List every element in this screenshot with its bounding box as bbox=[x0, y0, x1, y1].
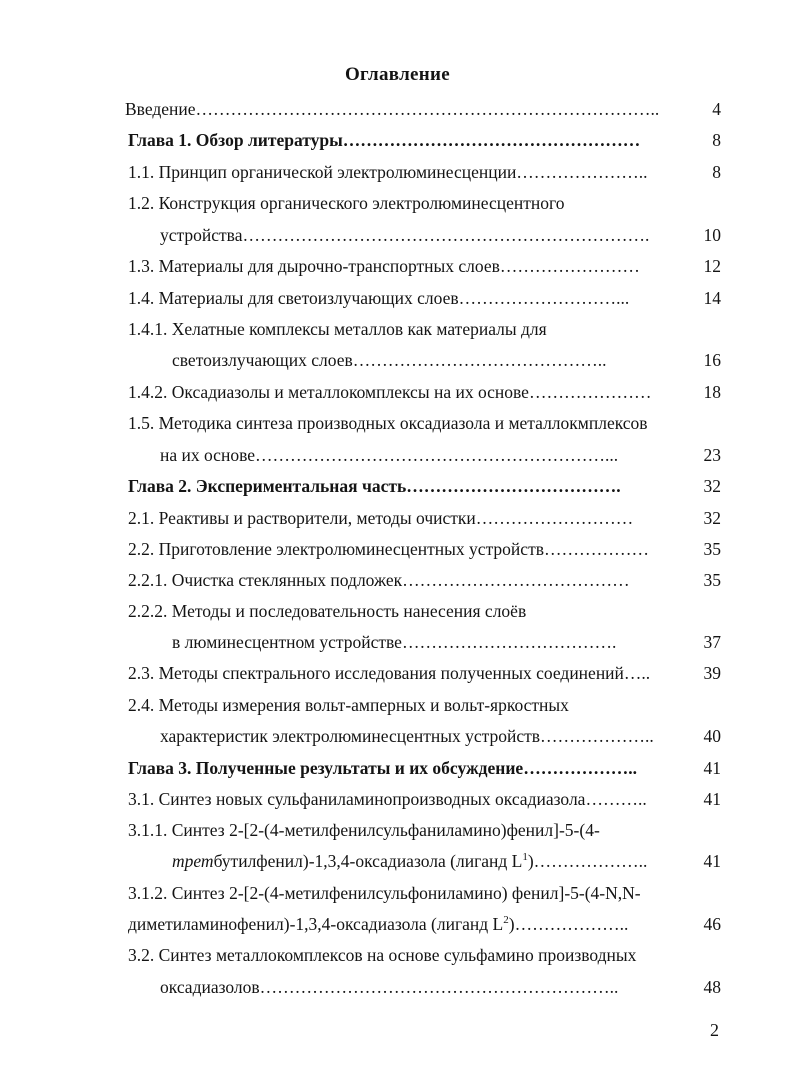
toc-entry-text: 2.2.1. Очистка стеклянных подложек………………………………… bbox=[128, 570, 630, 590]
toc-entry-text: 1.4. Материалы для светоизлучающих слоев………………………... bbox=[128, 288, 630, 308]
toc-entry-page: 16 bbox=[703, 350, 721, 370]
toc-entry-page: 8 bbox=[712, 130, 721, 150]
toc-entry-text-tail: )……………….. bbox=[527, 851, 648, 871]
toc-entry[interactable] bbox=[0, 661, 795, 685]
toc-entry-page: 39 bbox=[703, 663, 721, 683]
toc-entry[interactable] bbox=[0, 506, 795, 530]
toc-entry[interactable] bbox=[0, 943, 795, 967]
toc-entry[interactable] bbox=[0, 787, 795, 811]
toc-entry[interactable] bbox=[0, 693, 795, 717]
toc-entry-text: Глава 3. Полученные результаты и их обсуждение……………….. bbox=[128, 758, 637, 778]
toc-entry[interactable] bbox=[0, 254, 795, 278]
toc-entry[interactable] bbox=[0, 97, 795, 121]
toc-entry-text bbox=[128, 912, 695, 936]
toc-entry[interactable] bbox=[0, 849, 795, 873]
ligand-superscript: 1 bbox=[522, 851, 528, 864]
toc-entry-text: 3.1. Синтез новых сульфаниламинопроизводных оксадиазола……….. bbox=[128, 789, 647, 809]
toc-entry-page: 8 bbox=[712, 162, 721, 182]
toc-entry-text: Глава 1. Обзор литературы…………………………………………… bbox=[128, 130, 641, 150]
toc-entry-text: 2.2. Приготовление электролюминесцентных устройств……………… bbox=[128, 539, 649, 559]
toc-entry[interactable] bbox=[0, 286, 795, 310]
toc-entry[interactable] bbox=[0, 474, 795, 498]
toc-entry-text: в люминесцентном устройстве………………………………. bbox=[172, 632, 617, 652]
toc-entry-text bbox=[172, 849, 695, 873]
ligand-superscript: 2 bbox=[503, 914, 509, 927]
toc-entry-text: 1.3. Материалы для дырочно-транспортных слоев…………………… bbox=[128, 256, 640, 276]
toc-entry-page: 32 bbox=[703, 508, 721, 528]
toc-entry-text: 1.2. Конструкция органического электролюминесцентного bbox=[128, 193, 565, 213]
toc-entry[interactable] bbox=[0, 599, 795, 623]
toc-entry[interactable] bbox=[0, 724, 795, 748]
toc-entry-text: оксадиазолов…………………………………………………….. bbox=[160, 977, 619, 997]
toc-entry-text: 3.2. Синтез металлокомплексов на основе сульфамино производных bbox=[128, 945, 637, 965]
toc-entry[interactable] bbox=[0, 128, 795, 152]
toc-entry-page: 48 bbox=[703, 977, 721, 997]
toc-entry-text: 1.4.2. Оксадиазолы и металлокомплексы на их основе………………… bbox=[128, 382, 652, 402]
toc-entry[interactable] bbox=[0, 756, 795, 780]
toc-entry[interactable] bbox=[0, 568, 795, 592]
toc-entry[interactable] bbox=[0, 912, 795, 936]
toc-entry[interactable] bbox=[0, 537, 795, 561]
toc-entry-italic-prefix: трет bbox=[172, 851, 214, 871]
toc-entry-text: светоизлучающих слоев…………………………………….. bbox=[172, 350, 607, 370]
toc-entry[interactable] bbox=[0, 975, 795, 999]
page-number: 2 bbox=[710, 1020, 719, 1040]
toc-entry-text: 1.5. Методика синтеза производных оксадиазола и металлокмплексов bbox=[128, 413, 648, 433]
toc-entry-page: 40 bbox=[703, 726, 721, 746]
toc-entry[interactable] bbox=[0, 223, 795, 247]
toc-entry-text-main: бутилфенил)-1,3,4-оксадиазола (лиганд L bbox=[213, 851, 523, 871]
toc-entry[interactable] bbox=[0, 443, 795, 467]
toc-entry-page: 23 bbox=[703, 445, 721, 465]
toc-entry-text: 2.1. Реактивы и растворители, методы очистки……………………… bbox=[128, 508, 634, 528]
toc-entry-text: 3.1.2. Синтез 2-[2-(4-метилфенилсульфониламино) фенил]-5-(4-N,N- bbox=[128, 883, 641, 903]
toc-entry-page: 12 bbox=[703, 256, 721, 276]
toc-entry[interactable] bbox=[0, 411, 795, 435]
toc-entry-text: 2.2.2. Методы и последовательность нанесения слоёв bbox=[128, 601, 527, 621]
toc-entry-text-tail: )……………….. bbox=[508, 914, 629, 934]
toc-entry-text: 1.4.1. Хелатные комплексы металлов как материалы для bbox=[128, 319, 547, 339]
toc-entry-page: 35 bbox=[703, 539, 721, 559]
toc-entry-page: 32 bbox=[703, 476, 721, 496]
toc-entry-page: 4 bbox=[712, 99, 721, 119]
toc-entry-page: 10 bbox=[703, 225, 721, 245]
toc-entry-text: 1.1. Принцип органической электролюминесценции………………….. bbox=[128, 162, 648, 182]
toc-entry-text: 3.1.1. Синтез 2-[2-(4-метилфенилсульфаниламино)фенил]-5-(4- bbox=[128, 820, 600, 840]
toc-entry-text: Введение…………………………………………………………………….. bbox=[125, 99, 660, 119]
toc-entry-page: 41 bbox=[703, 758, 721, 778]
page-title: Оглавление bbox=[344, 64, 451, 85]
toc-entry-text-main: диметиламинофенил)-1,3,4-оксадиазола (лиганд L bbox=[128, 914, 504, 934]
toc-entry-page: 41 bbox=[703, 789, 721, 809]
toc-entry-text: устройства……………………………………………………………. bbox=[160, 225, 650, 245]
toc-entry-page: 14 bbox=[703, 288, 721, 308]
toc-entry-text: 2.3. Методы спектрального исследования полученных соединений….. bbox=[128, 663, 651, 683]
toc-entry-page: 46 bbox=[703, 914, 721, 934]
toc-entry-text: 2.4. Методы измерения вольт-амперных и вольт-яркостных bbox=[128, 695, 569, 715]
toc-entry-page: 35 bbox=[703, 570, 721, 590]
toc-entry[interactable] bbox=[0, 348, 795, 372]
toc-entry[interactable] bbox=[0, 881, 795, 905]
toc-entry-text: Глава 2. Экспериментальная часть………………………………. bbox=[128, 476, 621, 496]
toc-entry-page: 18 bbox=[703, 382, 721, 402]
toc-entry[interactable] bbox=[0, 630, 795, 654]
toc-entry[interactable] bbox=[0, 160, 795, 184]
toc-entry[interactable] bbox=[0, 191, 795, 215]
toc-entry[interactable] bbox=[0, 317, 795, 341]
toc-entry[interactable] bbox=[0, 818, 795, 842]
toc-entry-page: 41 bbox=[703, 851, 721, 871]
toc-entry-text: на их основе……………………………………………………... bbox=[160, 445, 619, 465]
toc-entry-text: характеристик электролюминесцентных устройств……………….. bbox=[160, 726, 654, 746]
toc-entry-page: 37 bbox=[703, 632, 721, 652]
toc-entry[interactable] bbox=[0, 380, 795, 404]
